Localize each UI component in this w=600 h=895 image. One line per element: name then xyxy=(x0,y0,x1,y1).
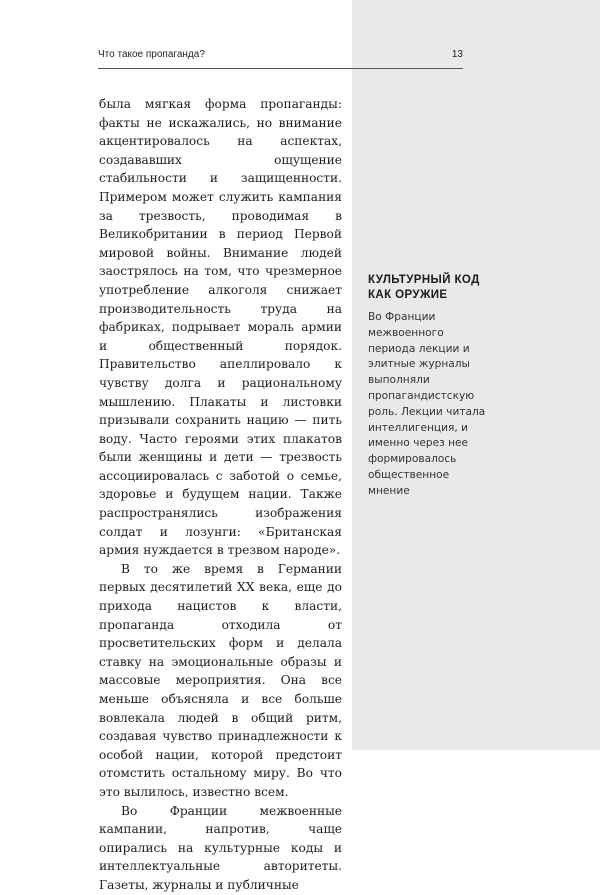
body-paragraph: была мягкая форма пропаганды: факты не искажались, но внимание акцентировалось на аспектах, создававших ощущение стабильности и защищенности. Примером может служить кампания за трезвость, проводимая в Великобритании в период Первой мировой войны. Внимание людей заострялось на том, что чрезмерное употребление алкоголя снижает производительность труда на фабриках, подрывает мораль армии и общественный порядок. Правительство апеллировало к чувству долга и рациональному мышлению. Плакаты и листовки призывали сохранить нацию — пить воду. Часто героями этих плакатов были женщины и дети — трезвость ассоциировалась с заботой о семье, здоровье и будущем нации. Также распространялись изображения солдат и лозунги: «Британская армия нуждается в трезвом народе». xyxy=(99,97,342,558)
page-number: 13 xyxy=(451,49,463,60)
running-header xyxy=(98,46,463,69)
main-text-column xyxy=(99,95,342,895)
sidebar-text: Во Франции межвоенного периода лекции и элитные журналы выполняли пропагандистскую роль. Лекции читала интеллигенция, и именно через нее формировалось общественное мнение xyxy=(368,311,486,497)
body-paragraph: Во Франции межвоенные кампании, напротив, чаще опирались на культурные коды и интеллектуальные авторитеты. Газеты, журналы и публичные xyxy=(99,803,342,892)
sidebar-box xyxy=(368,273,486,500)
chapter-title: Что такое пропаганда? xyxy=(98,49,205,60)
sidebar-heading: КУЛЬТУРНЫЙ КОД КАК ОРУЖИЕ xyxy=(368,274,480,301)
body-paragraph: В то же время в Германии первых десятилетий XX века, еще до прихода нацистов к власти, пропаганда отходила от просветительских форм и делала ставку на эмоциональные образы и массовые мероприятия. Она все меньше объясняла и все больше вовлекала людей в общий ритм, создавая чувство принадлежности к особой нации, которой предстоит отомстить остальному миру. Во что это вылилось, известно всем. xyxy=(99,561,342,799)
